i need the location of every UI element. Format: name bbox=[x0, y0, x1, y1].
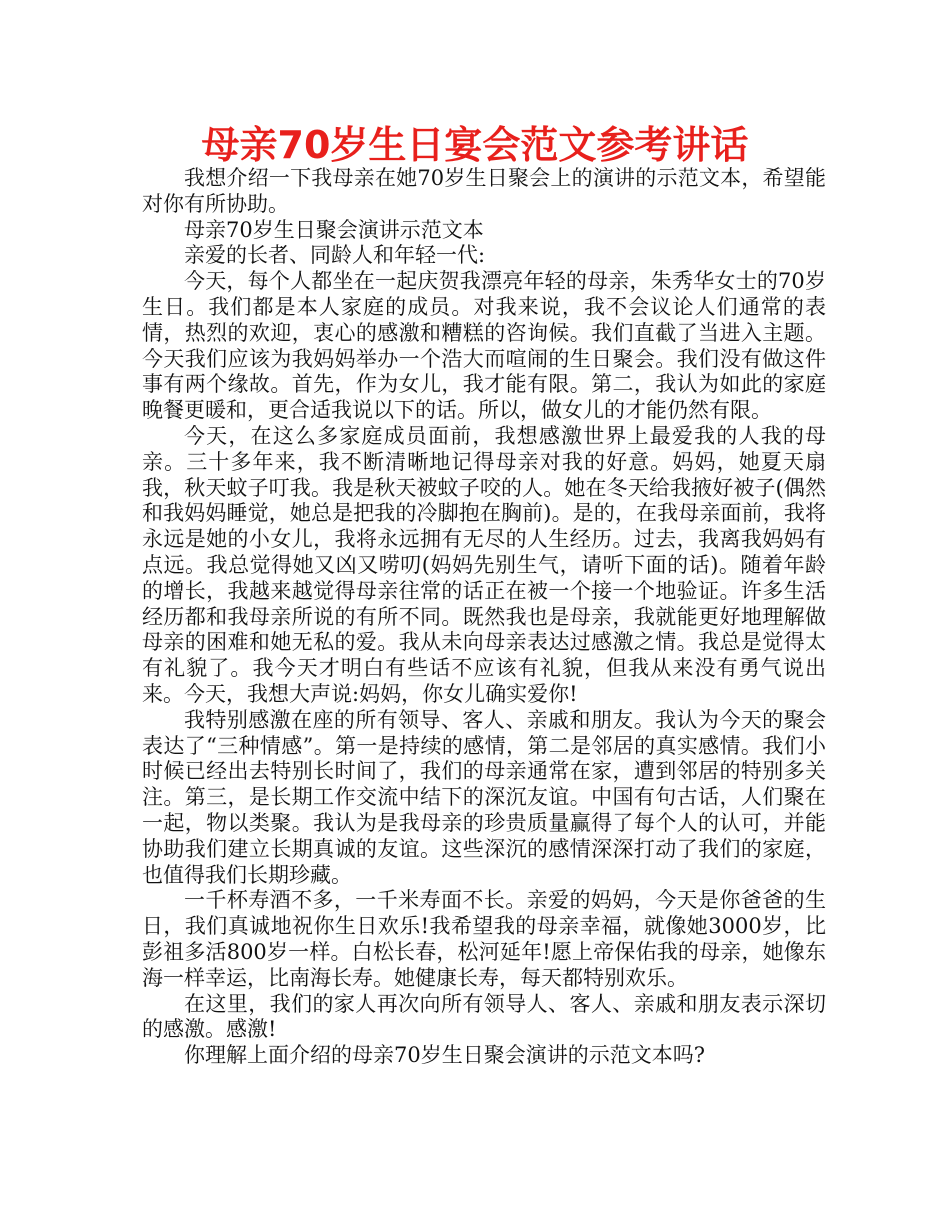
paragraph-intro: 我想介绍一下我母亲在她70岁生日聚会上的演讲的示范文本，希望能对你有所协助。 bbox=[142, 166, 826, 216]
paragraph-salutation: 亲爱的长者、同龄人和年轻一代: bbox=[184, 243, 486, 268]
paragraph-blessing: 一千杯寿酒不多，一千米寿面不长。亲爱的妈妈，今天是你爸爸的生日，我们真诚地祝你生日欢乐!我希望我的母亲幸福，就像她3000岁，比彭祖多活800岁一样。白松长春，松河延年!愿上帝保佑我的母亲，她像东海一样幸运，比南海长寿。她健康长寿，每天都特别欢乐。 bbox=[142, 888, 826, 990]
paragraph-closing: 在这里，我们的家人再次向所有领导人、客人、亲戚和朋友表示深切的感激。感激! bbox=[142, 991, 826, 1042]
document-body bbox=[142, 166, 826, 1069]
document-title: 母亲70岁生日宴会范文参考讲话 bbox=[201, 123, 749, 167]
paragraph-gratitude-mother: 今天，在这么多家庭成员面前，我想感激世界上最爱我的人我的母亲。三十多年来，我不断清晰地记得母亲对我的好意。妈妈，她夏天扇我，秋天蚊子叮我。我是秋天被蚊子咬的人。她在冬天给我掖好被子(偶然和我妈妈睡觉，她总是把我的冷脚抱在胸前)。是的，在我母亲面前，我将永远是她的小女儿，我将永远拥有无尽的人生经历。过去，我离我妈妈有点远。我总觉得她又凶又唠叨(妈妈先别生气，请听下面的话)。随着年龄的增长，我越来越觉得母亲往常的话正在被一个接一个地验证。许多生活经历都和我母亲所说的有所不同。既然我也是母亲，我就能更好地理解做母亲的困难和她无私的爱。我从未向母亲表达过感激之情。我总是觉得太有礼貌了。我今天才明白有些话不应该有礼貌，但我从来没有勇气说出来。今天，我想大声说:妈妈，你女儿确实爱你! bbox=[142, 423, 826, 706]
paragraph-opening: 今天，每个人都坐在一起庆贺我漂亮年轻的母亲，朱秀华女士的70岁生日。我们都是本人家庭的成员。对我来说，我不会议论人们通常的表情，热烈的欢迎，衷心的感激和糟糕的咨询候。我们直截了当进入主题。今天我们应该为我妈妈举办一个浩大而喧闹的生日聚会。我们没有做这件事有两个缘故。首先，作为女儿，我才能有限。第二，我认为如此的家庭晚餐更暖和，更合适我说以下的话。所以，做女儿的才能仍然有限。 bbox=[142, 269, 826, 423]
paragraph-question: 你理解上面介绍的母亲70岁生日聚会演讲的示范文本吗? bbox=[184, 1043, 705, 1068]
paragraph-subtitle: 母亲70岁生日聚会演讲示范文本 bbox=[184, 217, 484, 242]
paragraph-gratitude-guests: 我特别感激在座的所有领导、客人、亲戚和朋友。我认为今天的聚会表达了“三种情感”。第一是持续的感情，第二是邻居的真实感情。我们小时候已经出去特别长时间了，我们的母亲通常在家，遭到邻居的特别多关注。第三，是长期工作交流中结下的深沉友谊。中国有句古话，人们聚在一起，物以类聚。我认为是我母亲的珍贵质量赢得了每个人的认可，并能协助我们建立长期真诚的友谊。这些深沉的感情深深打动了我们的家庭，也值得我们长期珍藏。 bbox=[142, 707, 826, 887]
